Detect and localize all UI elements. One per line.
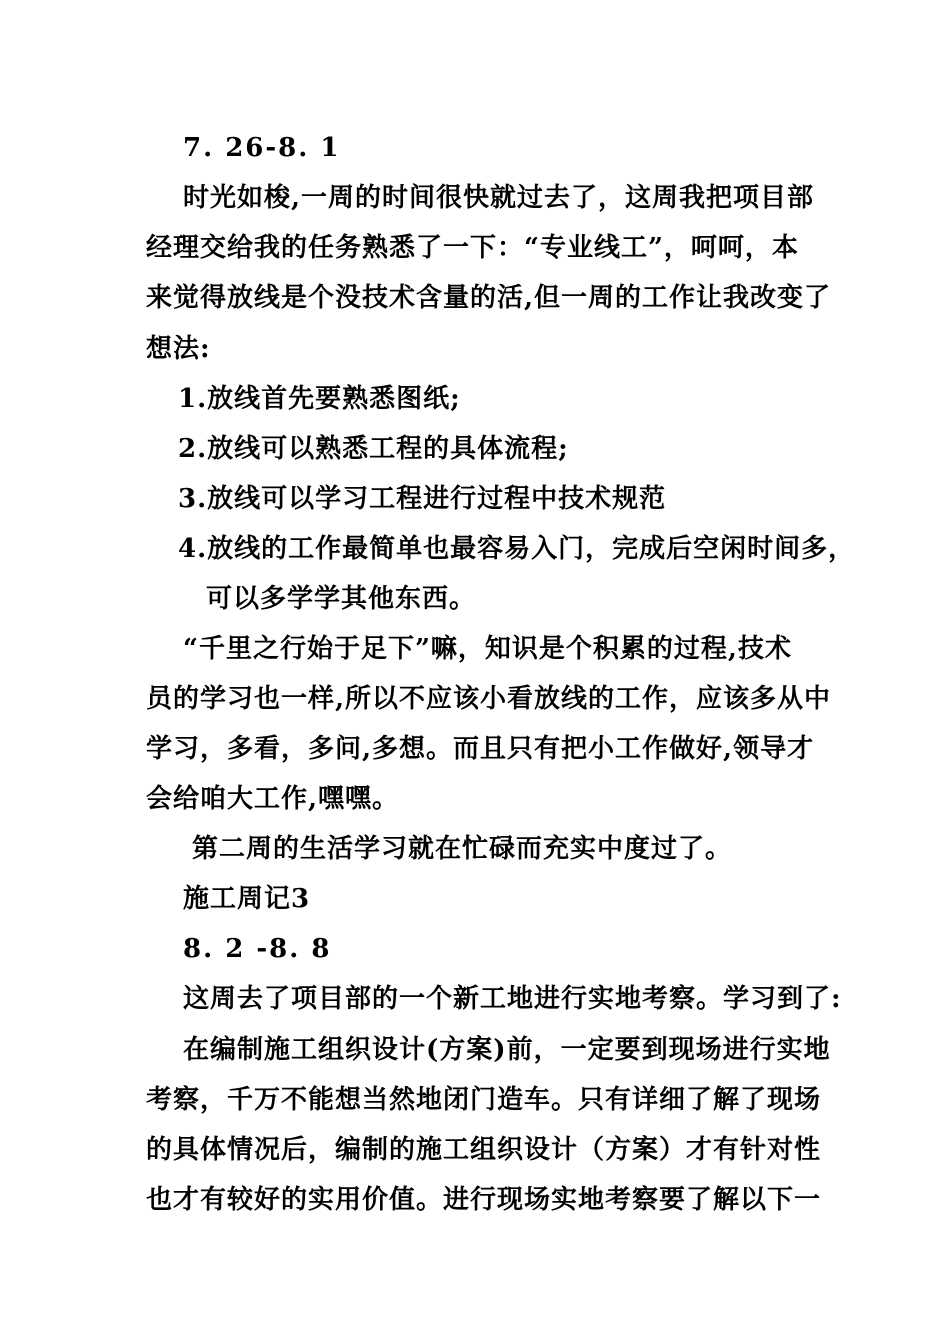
paragraph-line: 时光如梭,一周的时间很快就过去了，这周我把项目部: [183, 183, 815, 213]
paragraph-line: 想法:: [146, 334, 211, 364]
paragraph-line: 这周去了项目部的一个新工地进行实地考察。学习到了:: [183, 984, 842, 1014]
paragraph-line: 会给咱大工作,嘿嘿。: [146, 784, 400, 814]
paragraph-line: 员的学习也一样,所以不应该小看放线的工作，应该多从中: [146, 684, 832, 714]
paragraph-line: 来觉得放线是个没技术含量的活,但一周的工作让我改变了: [146, 283, 832, 313]
list-item-continuation: 可以多学学其他东西。: [206, 584, 477, 614]
list-item: 4.放线的工作最简单也最容易入门，完成后空闲时间多，: [178, 534, 856, 564]
week-summary: 第二周的生活学习就在忙碌而充实中度过了。: [192, 834, 733, 864]
date-range-heading: 7. 26-8. 1: [183, 133, 341, 163]
paragraph-line: 的具体情况后，编制的施工组织设计（方案）才有针对性: [146, 1135, 822, 1165]
paragraph-line: 在编制施工组织设计(方案)前，一定要到现场进行实地: [183, 1035, 831, 1065]
date-range-heading: 8. 2 -8. 8: [183, 934, 332, 964]
paragraph-line: 学习，多看，多问,多想。而且只有把小工作做好,领导才: [146, 734, 815, 764]
list-item: 1.放线首先要熟悉图纸;: [178, 384, 461, 414]
paragraph-line: 考察，千万不能想当然地闭门造车。只有详细了解了现场: [146, 1085, 822, 1115]
list-item: 3.放线可以学习工程进行过程中技术规范: [178, 484, 667, 514]
journal-title: 施工周记3: [183, 884, 311, 914]
paragraph-line: 经理交给我的任务熟悉了一下：“专业线工”，呵呵，本: [146, 233, 799, 263]
list-item: 2.放线可以熟悉工程的具体流程;: [178, 434, 569, 464]
paragraph-line: 也才有较好的实用价值。进行现场实地考察要了解以下一: [146, 1185, 822, 1215]
paragraph-line: “千里之行始于足下”嘛，知识是个积累的过程,技术: [183, 634, 792, 664]
